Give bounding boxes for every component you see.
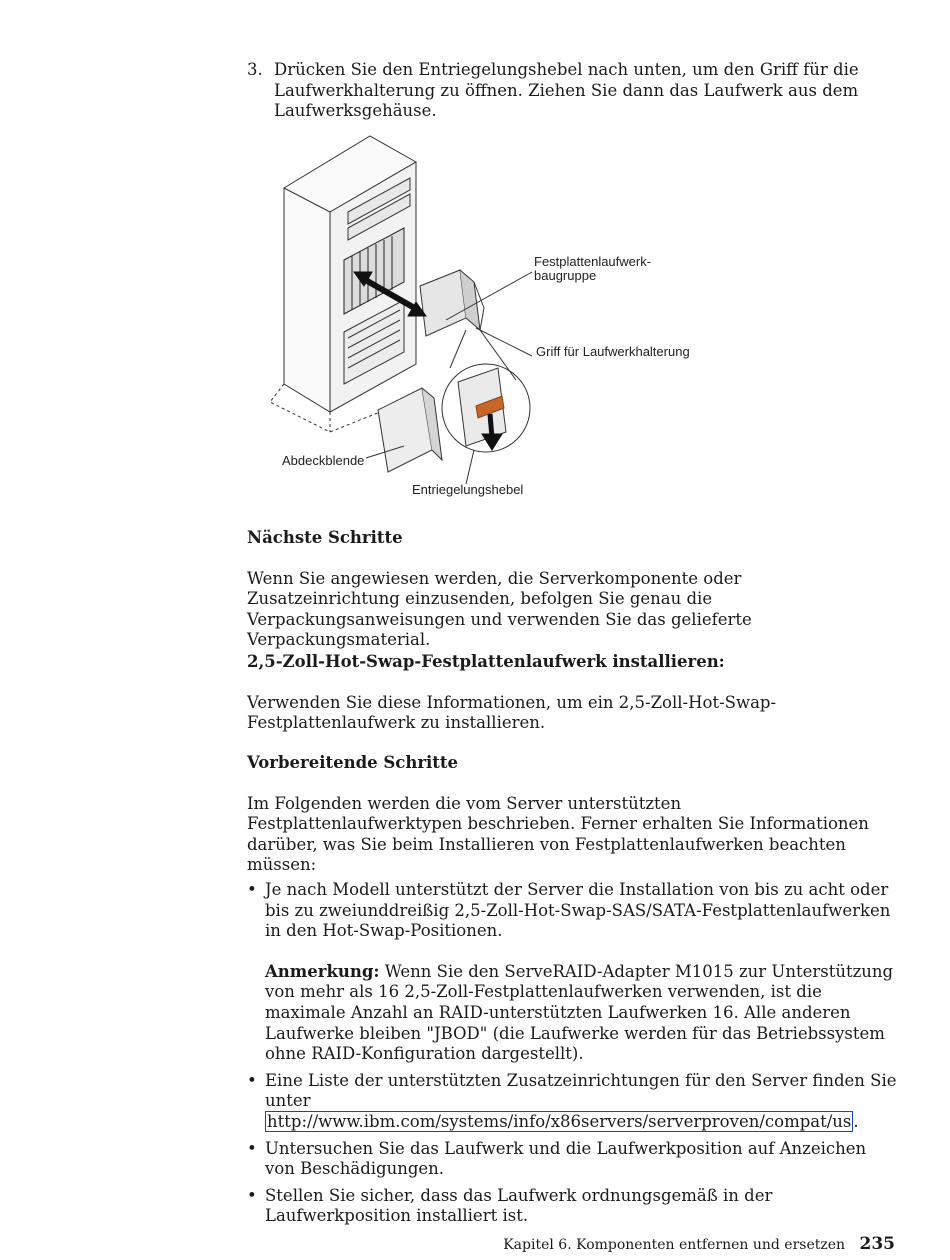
bullet: • (247, 1070, 257, 1090)
list-item (247, 1071, 897, 1133)
install-section (247, 652, 897, 734)
prep-list (247, 880, 897, 1227)
bullet-text: Eine Liste der unterstützten Zusatzeinrichtungen für den Server finden Sie unter (265, 1070, 897, 1111)
bullet: • (247, 1138, 257, 1158)
page-number: 235 (859, 1234, 895, 1254)
prep-section (247, 753, 897, 1233)
bullet-end: . (853, 1111, 859, 1131)
label-drive-assembly-2: baugruppe (534, 268, 597, 283)
step-number: 3. (247, 60, 263, 79)
note (265, 962, 897, 1065)
bullet: • (247, 879, 257, 899)
page-footer (503, 1234, 895, 1254)
list-item (247, 1186, 897, 1227)
note-text: Wenn Sie den ServeRAID-Adapter M1015 zur Unterstützung von mehr als 16 2,5-Zoll-Festplattenlaufwerken verwenden, ist die maximale Anzahl an RAID-unterstützten Laufwerken 16. Alle anderen Laufwerke bleiben "JBOD" (die Laufwerke werden für das Betriebssystem ohne RAID-Konfiguration dargestellt). (265, 961, 894, 1064)
next-steps-heading: Nächste Schritte (247, 528, 403, 547)
illustration-svg (270, 132, 730, 512)
label-release-lever: Entriegelungshebel (412, 482, 524, 497)
note-label: Anmerkung: (265, 961, 380, 981)
install-text: Verwenden Sie diese Informationen, um ein 2,5-Zoll-Hot-Swap-Festplattenlaufwerk zu installieren. (247, 692, 777, 733)
next-steps-text: Wenn Sie angewiesen werden, die Serverkomponente oder Zusatzeinrichtung einzusenden, befolgen Sie genau die Verpackungsanweisungen und verwenden Sie das gelieferte Verpackungsmaterial. (247, 568, 752, 650)
list-item (247, 1139, 897, 1180)
bullet-text: Stellen Sie sicher, dass das Laufwerk ordnungsgemäß in der Laufwerkposition installiert ist. (265, 1185, 773, 1226)
label-filler-panel: Abdeckblende (282, 453, 365, 468)
install-heading: 2,5-Zoll-Hot-Swap-Festplattenlaufwerk installieren: (247, 652, 725, 671)
step-3 (247, 60, 897, 122)
drive-removal-illustration (270, 132, 730, 512)
next-steps-section (247, 528, 897, 651)
step-text: Drücken Sie den Entriegelungshebel nach unten, um den Griff für die Laufwerkhalterung zu öffnen. Ziehen Sie dann das Laufwerk aus dem Laufwerksgehäuse. (274, 60, 859, 121)
label-drive-handle: Griff für Laufwerkhalterung (536, 344, 690, 359)
prep-intro: Im Folgenden werden die vom Server unterstützten Festplattenlaufwerktypen beschrieben. Ferner erhalten Sie Informationen darüber, was Sie beim Installieren von Festplattenlaufwerken beachten müssen: (247, 793, 869, 875)
bullet-text: Je nach Modell unterstützt der Server die Installation von bis zu acht oder bis zu zweiunddreißig 2,5-Zoll-Hot-Swap-SAS/SATA-Festplattenlaufwerken in den Hot-Swap-Positionen. (265, 879, 891, 941)
chapter-title: Kapitel 6. Komponenten entfernen und ersetzen (503, 1237, 846, 1253)
bullet: • (247, 1185, 257, 1205)
list-item (247, 880, 897, 1065)
label-drive-assembly-1: Festplattenlaufwerk- (534, 254, 652, 269)
prep-heading: Vorbereitende Schritte (247, 753, 459, 772)
bullet-text: Untersuchen Sie das Laufwerk und die Laufwerkposition auf Anzeichen von Beschädigungen. (265, 1138, 867, 1179)
serverproven-link[interactable]: http://www.ibm.com/systems/info/x86servers/serverproven/compat/us (267, 1111, 852, 1131)
